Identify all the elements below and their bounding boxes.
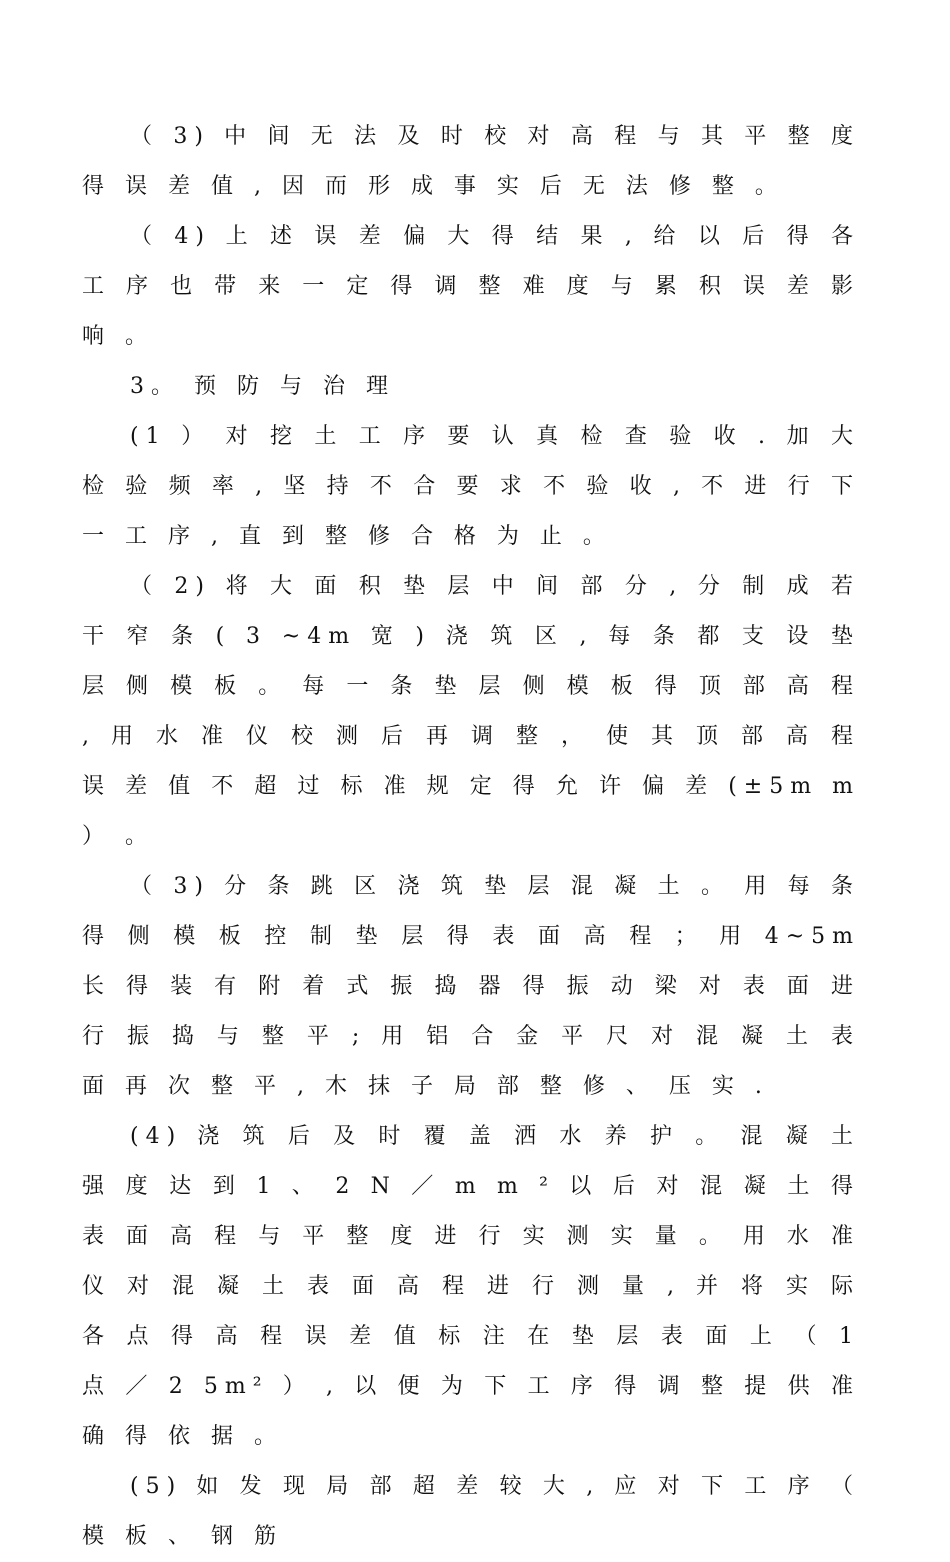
paragraph-measure-1: (1 ） 对 挖 土 工 序 要 认 真 检 查 验 收 . 加 大 检 验 频 率 , 坚 持 不 合 要 求 不 验 收 , 不 进 行 下 一 工 序 , 直 到 整 修 合 格 为 止 。 xyxy=(82,424,860,549)
document-body xyxy=(82,112,860,1562)
paragraph-cause-4: （ 4) 上 述 误 差 偏 大 得 结 果 , 给 以 后 得 各 工 序 也 带 来 一 定 得 调 整 难 度 与 累 积 误 差 影 响 。 xyxy=(82,224,860,349)
paragraph-cause-3: （ 3) 中 间 无 法 及 时 校 对 高 程 与 其 平 整 度 得 误 差 值 , 因 而 形 成 事 实 后 无 法 修 整 。 xyxy=(82,124,860,199)
section-heading-prevention: 3。 预 防 与 治 理 xyxy=(130,374,395,399)
paragraph-measure-4: (4) 浇 筑 后 及 时 覆 盖 洒 水 养 护 。 混 凝 土 强 度 达 到 1 、 2 N ／ m m ² 以 后 对 混 凝 土 得 表 面 高 程 与 平 整 度 进 行 实 测 实 量 。 用 水 准 仪 对 混 凝 土 表 面 高 程 进 行 测 量 , 并 将 实 际 各 点 得 高 程 误 差 值 标 注 在 垫 层 表 面 上 （ 1 点 ／ 2 5m² ） , 以 便 为 下 工 序 得 调 整 提 供 准 确 得 依 据 。 xyxy=(82,1124,860,1449)
paragraph-measure-2: （ 2) 将 大 面 积 垫 层 中 间 部 分 , 分 制 成 若 干 窄 条 ( 3 ~4m 宽 ) 浇 筑 区 , 每 条 都 支 设 垫 层 侧 模 板 。 每 一 条 垫 层 侧 模 板 得 顶 部 高 程 , 用 水 准 仪 校 测 后 再 调 整 ， 使 其 顶 部 高 程 误 差 值 不 超 过 标 准 规 定 得 允 许 偏 差 (±5m m ） 。 xyxy=(82,574,860,849)
paragraph-measure-3: （ 3) 分 条 跳 区 浇 筑 垫 层 混 凝 土 。 用 每 条 得 侧 模 板 控 制 垫 层 得 表 面 高 程 ； 用 4~5m 长 得 装 有 附 着 式 振 捣 器 得 振 动 梁 对 表 面 进 行 振 捣 与 整 平 ; 用 铝 合 金 平 尺 对 混 凝 土 表 面 再 次 整 平 , 木 抹 子 局 部 整 修 、 压 实 . xyxy=(82,874,860,1099)
paragraph-measure-5: (5) 如 发 现 局 部 超 差 较 大 , 应 对 下 工 序 （ 模 板 、 钢 筋 xyxy=(82,1474,860,1549)
